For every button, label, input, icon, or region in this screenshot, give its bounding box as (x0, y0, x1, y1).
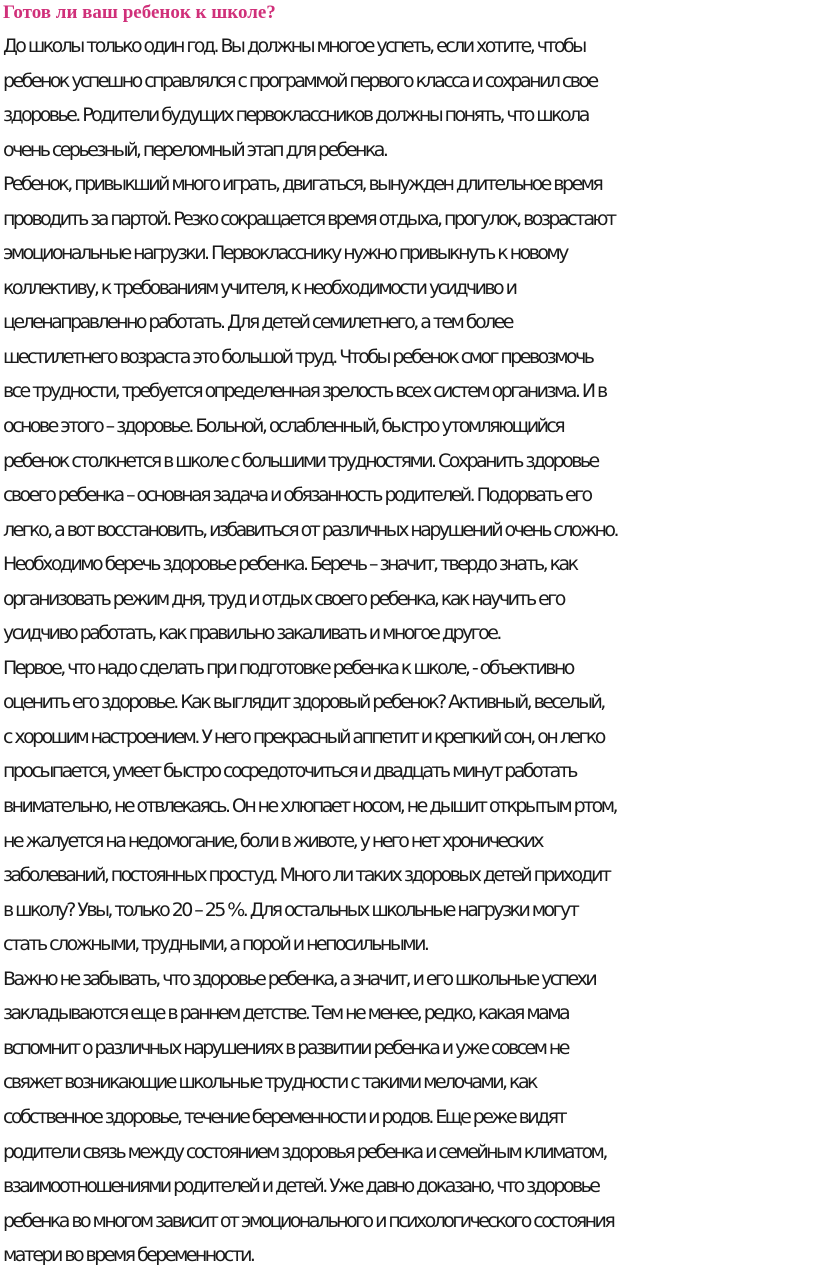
text-line: внимательно, не отвлекаясь. Он не хлюпает носом, не дышит открытым ртом, (3, 795, 616, 818)
text-line: оценить его здоровье. Как выглядит здоровый ребенок? Активный, веселый, (3, 691, 604, 714)
text-line: основе этого – здоровье. Больной, ослабленный, быстро утомляющийся (3, 415, 564, 438)
text-line: организовать режим дня, труд и отдых своего ребенка, как научить его (3, 587, 564, 610)
document-page (3, 0, 815, 1273)
text-line: родители связь между состоянием здоровья ребенка и семейным климатом, (3, 1140, 606, 1163)
text-line: закладываются еще в раннем детстве. Тем не менее, редко, какая мама (3, 1002, 569, 1025)
document-body (3, 29, 815, 1273)
text-line: здоровье. Родители будущих первоклассников должны понять, что школа (3, 104, 588, 127)
text-line: заболеваний, постоянных простуд. Много ли таких здоровых детей приходит (3, 864, 610, 887)
text-line: шестилетнего возраста это большой труд. Чтобы ребенок смог превозмочь (3, 345, 593, 368)
text-line: коллективу, к требованиям учителя, к необходимости усидчиво и (3, 276, 516, 299)
text-line: в школу? Увы, только 20 – 25 %. Для остальных школьные нагрузки могут (3, 898, 578, 921)
text-line: проводить за партой. Резко сокращается время отдыха, прогулок, возрастают (3, 207, 615, 230)
text-line: ребенок успешно справлялся с программой первого класса и сохранил свое (3, 69, 597, 92)
text-line: вспомнит о различных нарушениях в развитии ребенка и уже совсем не (3, 1036, 568, 1059)
text-line: стать сложными, трудными, а порой и непосильными. (3, 933, 428, 956)
text-line: До школы только один год. Вы должны многое успеть, если хотите, чтобы (3, 35, 585, 57)
text-line: своего ребенка – основная задача и обязанность родителей. Подорвать его (3, 484, 591, 507)
text-line: Ребенок, привыкший много играть, двигаться, вынужден длительное время (3, 173, 602, 196)
text-line: собственное здоровье, течение беременности и родов. Еще реже видят (3, 1105, 566, 1128)
text-line: ребенок столкнется в школе с большими трудностями. Сохранить здоровье (3, 449, 598, 472)
text-line: Необходимо беречь здоровье ребенка. Беречь – значит, твердо знать, как (3, 553, 577, 576)
text-line: Первое, что надо сделать при подготовке ребенка к школе, - объективно (3, 656, 573, 679)
text-line: ребенка во многом зависит от эмоционального и психологического состояния (3, 1209, 614, 1232)
text-line: легко, а вот восстановить, избавиться от различных нарушений очень сложно. (3, 518, 617, 541)
text-line: просыпается, умеет быстро сосредоточиться и двадцать минут работать (3, 760, 576, 783)
text-line: с хорошим настроением. У него прекрасный аппетит и крепкий сон, он легко (3, 725, 604, 748)
text-line: взаимоотношениями родителей и детей. Уже давно доказано, что здоровье (3, 1175, 599, 1198)
text-line: целенаправленно работать. Для детей семилетнего, а тем более (3, 311, 512, 334)
text-line: свяжет возникающие школьные трудности с такими мелочами, как (3, 1071, 536, 1094)
document-title: Готов ли ваш ребенок к школе? (3, 2, 276, 23)
text-line: матери во время беременности. (3, 1244, 254, 1267)
text-line: очень серьезный, переломный этап для ребенка. (3, 138, 387, 161)
text-line: усидчиво работать, как правильно закаливать и многое другое. (3, 622, 500, 645)
text-line: Важно не забывать, что здоровье ребенка, а значит, и его школьные успехи (3, 967, 596, 990)
text-line: не жалуется на недомогание, боли в животе, у него нет хронических (3, 829, 542, 852)
text-line: все трудности, требуется определенная зрелость всех систем организма. И в (3, 380, 606, 403)
text-line: эмоциональные нагрузки. Первокласснику нужно привыкнуть к новому (3, 242, 567, 265)
